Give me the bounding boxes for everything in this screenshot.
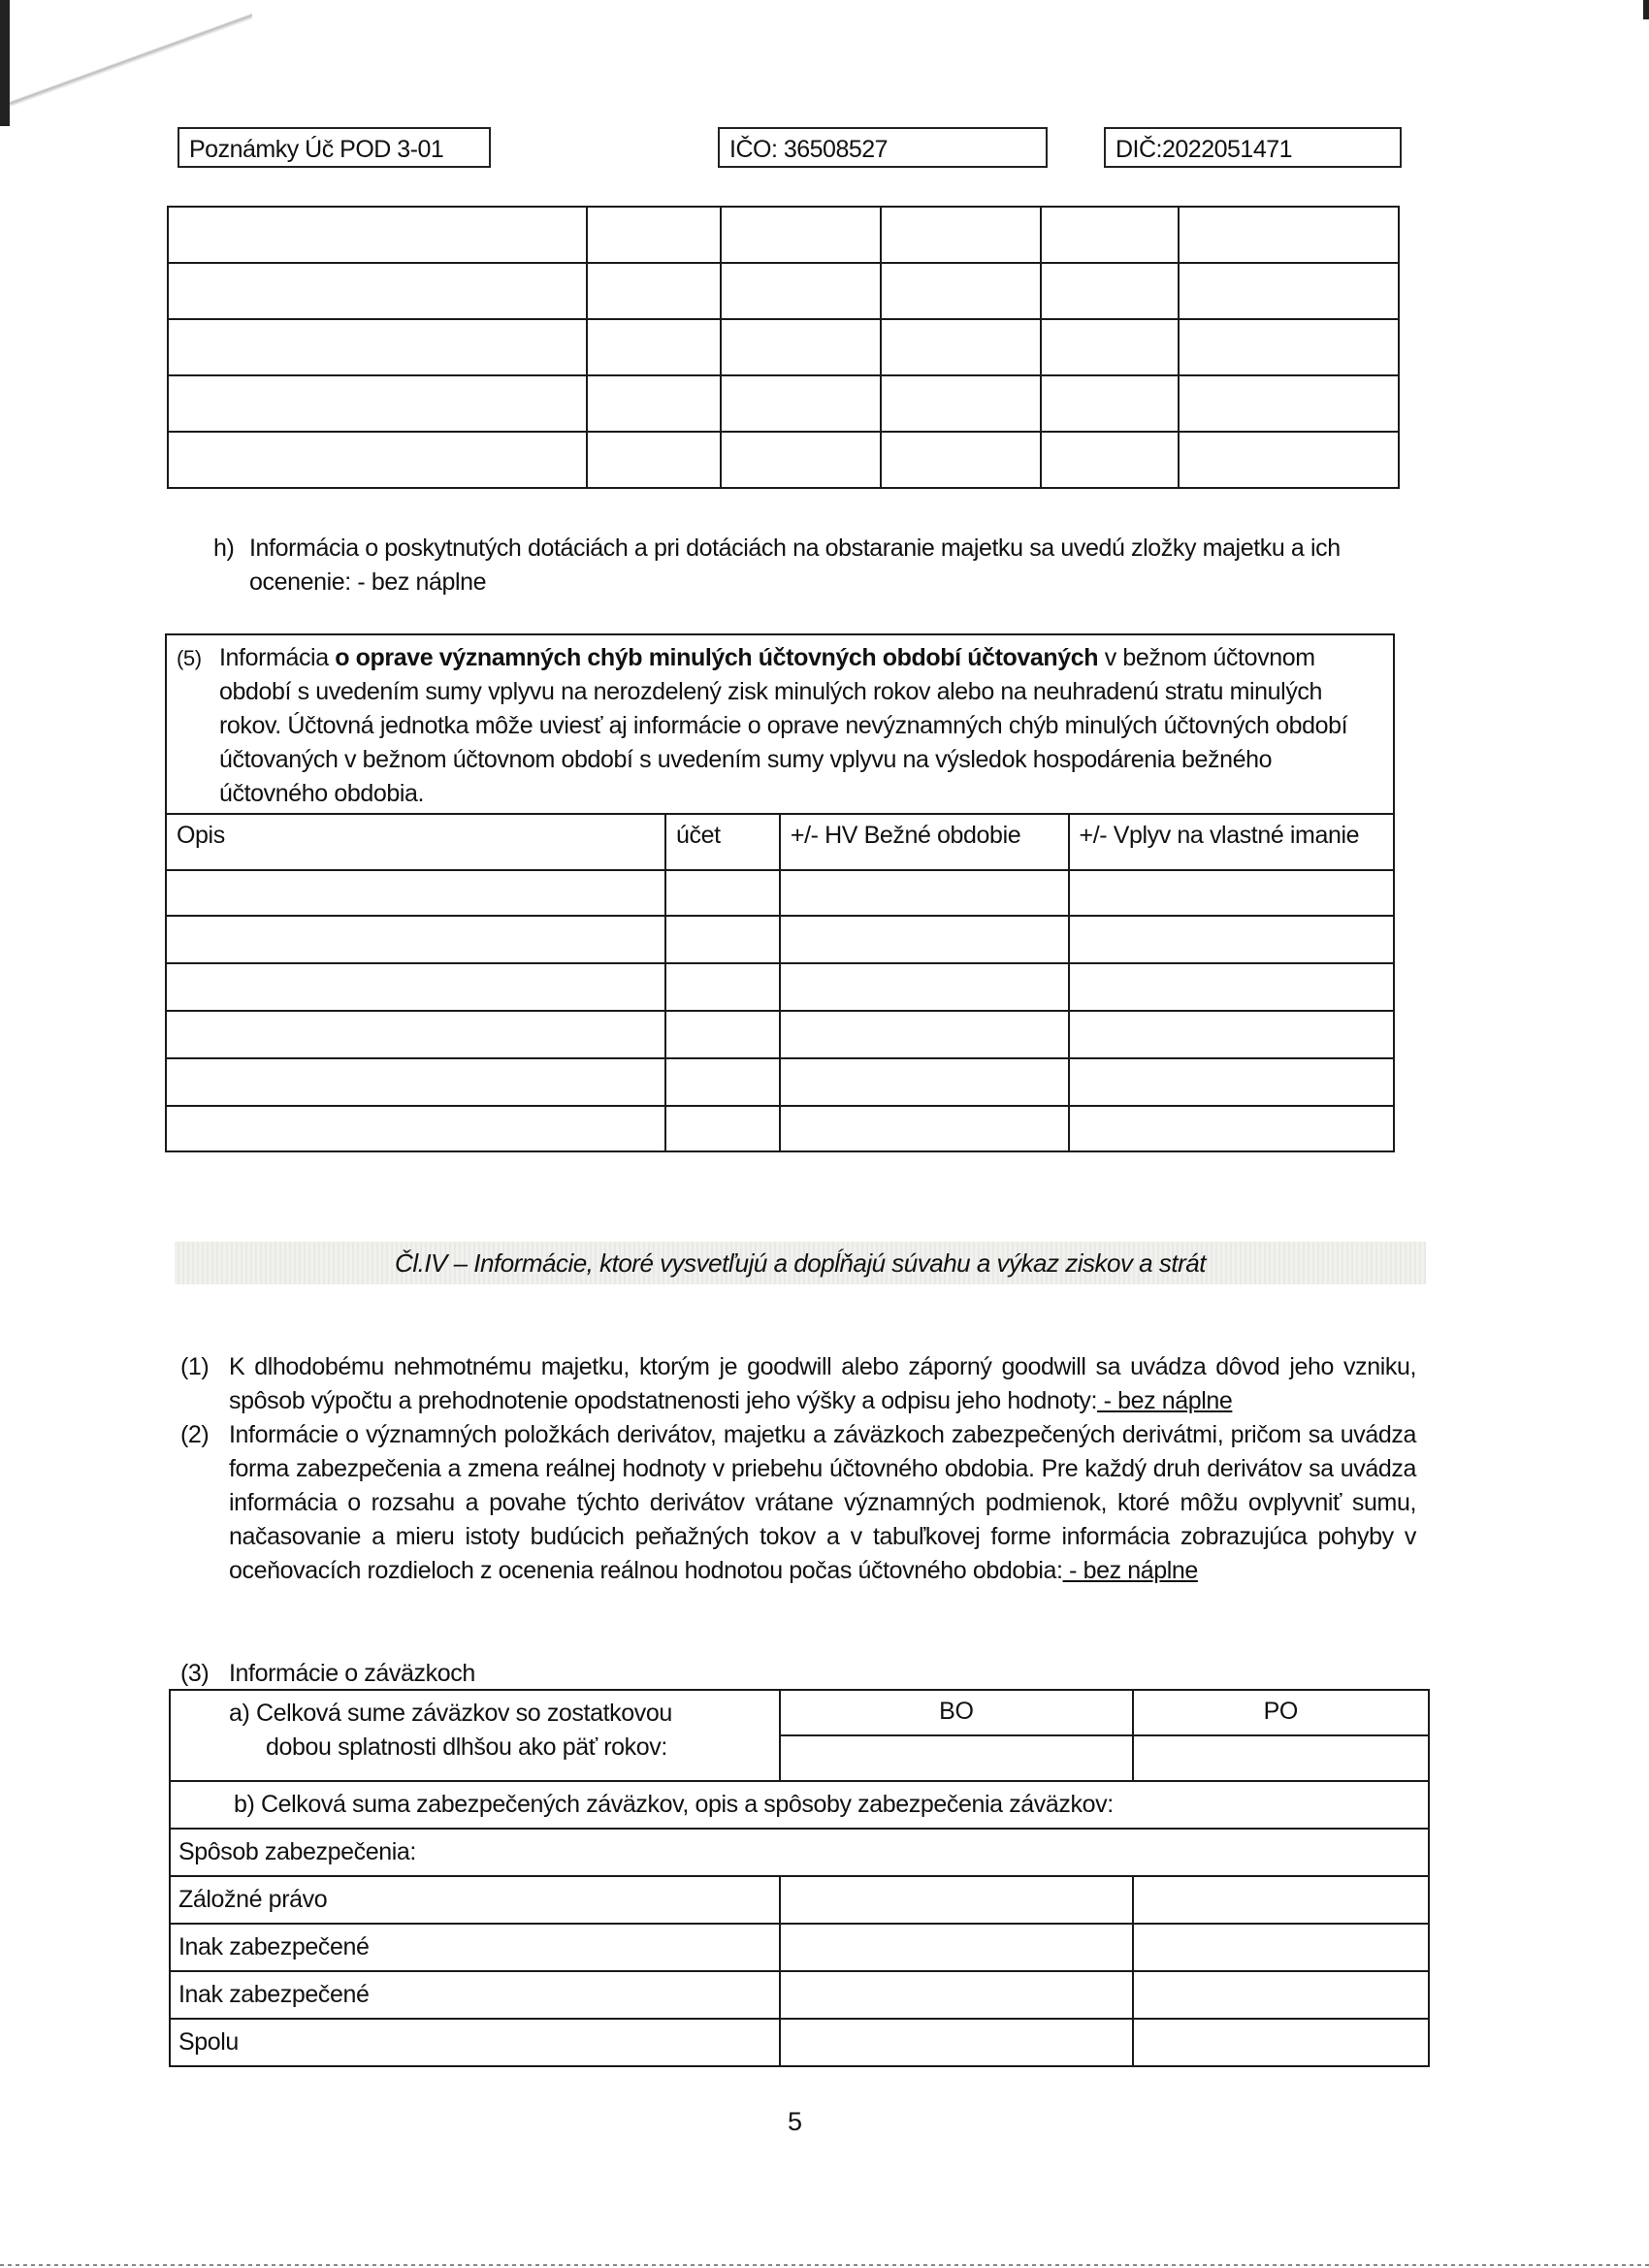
table-cell[interactable] — [166, 870, 665, 916]
value-cell-bo[interactable] — [780, 1735, 1132, 1781]
row-label: Záložné právo — [170, 1876, 780, 1924]
document-label-box — [178, 127, 491, 168]
item-marker: (1) — [180, 1353, 210, 1380]
item-suffix: - bez náplne — [1062, 1557, 1198, 1584]
liabilities-a-label — [170, 1690, 780, 1781]
table-cell[interactable] — [1069, 870, 1395, 916]
table-cell[interactable] — [166, 916, 665, 963]
value-cell-po[interactable] — [1133, 1735, 1429, 1781]
table-cell[interactable] — [1069, 1011, 1395, 1058]
table-cell[interactable] — [168, 263, 587, 319]
item-text: Informácia o poskytnutých dotáciách a pri dotáciách na obstaranie majetku sa uvedú zložky majetku a ich ocenenie: - bez náplne — [249, 535, 1341, 596]
table-row — [166, 916, 1394, 963]
table-cell[interactable] — [1041, 432, 1180, 488]
table-cell[interactable] — [1179, 375, 1399, 432]
value-cell-bo[interactable] — [780, 1924, 1132, 1971]
item-marker: (2) — [180, 1421, 210, 1448]
item-marker: h) — [213, 535, 235, 562]
section5-intro-post: v bežnom účtovnom období s uvedením sumy vplyvu na nerozdelený zisk minulých rokov alebo na neuhradenú stratu minulých rokov. Účtovná jednotka môže uviesť aj informácie o oprave nevýznamných chýb minulých účtovných období účtovaných v bežnom účtovnom období s uvedením sumy vplyvu na výsledok hospodárenia bežného účtovného obdobia. — [219, 644, 1348, 807]
column-header-bo: BO — [780, 1690, 1132, 1735]
section5-intro-bold: o oprave významných chýb minulých účtovných období účtovaných — [335, 644, 1099, 671]
section5-description-row — [166, 634, 1394, 814]
table-row — [168, 375, 1399, 432]
section5-description — [166, 634, 1394, 814]
table-cell[interactable] — [168, 207, 587, 263]
table-cell[interactable] — [665, 963, 780, 1011]
scan-edge — [0, 0, 10, 126]
ico-value: IČO: 36508527 — [729, 136, 889, 163]
table-cell[interactable] — [587, 319, 721, 375]
item-text — [229, 1418, 1416, 1588]
column-header-po: PO — [1133, 1690, 1429, 1735]
table-cell[interactable] — [168, 375, 587, 432]
table-cell[interactable] — [1179, 319, 1399, 375]
table-cell[interactable] — [587, 207, 721, 263]
item-text: Informácie o záväzkoch — [229, 1660, 475, 1687]
table-cell[interactable] — [881, 263, 1041, 319]
table-row — [168, 207, 1399, 263]
table-cell[interactable] — [881, 432, 1041, 488]
table-row — [166, 1106, 1394, 1151]
method-header: Spôsob zabezpečenia: — [170, 1829, 1429, 1876]
value-cell-po[interactable] — [1133, 2019, 1429, 2066]
dic-value: DIČ:2022051471 — [1116, 136, 1293, 163]
liabilities-b-row — [170, 1781, 1429, 1829]
table-cell[interactable] — [166, 1058, 665, 1106]
liabilities-a-row — [170, 1690, 1429, 1735]
liabilities-a-label-line2: dobou splatnosti dlhšou ako päť rokov: — [266, 1733, 667, 1761]
table-cell[interactable] — [168, 432, 587, 488]
table-row — [168, 319, 1399, 375]
value-cell-bo[interactable] — [780, 1876, 1132, 1924]
section5-header-row — [166, 814, 1394, 870]
table-cell[interactable] — [1179, 207, 1399, 263]
table-cell[interactable] — [721, 432, 881, 488]
item-3 — [180, 1657, 1416, 1691]
value-cell-po[interactable] — [1133, 1876, 1429, 1924]
chapter-title: Čl.IV – Informácie, ktoré vysvetľujú a dopĺňajú súvahu a výkaz ziskov a strát — [395, 1248, 1206, 1278]
table-cell[interactable] — [780, 1106, 1069, 1151]
table-cell[interactable] — [1041, 207, 1180, 263]
table-cell[interactable] — [1041, 263, 1180, 319]
table-cell[interactable] — [166, 1011, 665, 1058]
table-cell[interactable] — [1041, 375, 1180, 432]
table-cell[interactable] — [587, 263, 721, 319]
ico-box — [718, 127, 1048, 168]
value-cell-po[interactable] — [1133, 1971, 1429, 2019]
table-cell[interactable] — [1179, 263, 1399, 319]
item-h — [213, 532, 1426, 599]
method-header-row — [170, 1829, 1429, 1876]
document-label: Poznámky Úč POD 3-01 — [189, 136, 444, 163]
chapter-heading-band — [175, 1242, 1426, 1284]
item-text — [229, 1350, 1416, 1418]
table-cell[interactable] — [168, 319, 587, 375]
table-row — [170, 1924, 1429, 1971]
section5-marker: (5) — [177, 646, 202, 670]
table-cell[interactable] — [665, 870, 780, 916]
liabilities-b-label: b) Celková suma zabezpečených záväzkov, opis a spôsoby zabezpečenia záväzkov: — [170, 1781, 1429, 1829]
table-cell[interactable] — [166, 1106, 665, 1151]
table-cell[interactable] — [721, 375, 881, 432]
item-body: K dlhodobému nehmotnému majetku, ktorým je goodwill alebo záporný goodwill sa uvádza dôvod jeho vzniku, spôsob výpočtu a prehodnotenie opodstatnenosti jeho výšky a odpisu jeho hodnoty: — [229, 1353, 1416, 1414]
item-body: Informácie o významných položkách derivátov, majetku a záväzkoch zabezpečených derivátmi, pričom sa uvádza forma zabezpečenia a zmena reálnej hodnoty v priebehu účtovného obdobia. Pre každý druh derivátov sa uvádza informácia o rozsahu a povahe týchto derivátov vrátane významných podmienok, ktoré môžu ovplyvniť sumu, načasovanie a mieru istoty budúcich peňažných tokov a v tabuľkovej forme informácia zobrazujúca pohyby v oceňovacích rozdieloch z ocenenia reálnou hodnotou počas účtovného obdobia: — [229, 1421, 1416, 1584]
column-header-ucet: účet — [665, 814, 780, 870]
table-row — [168, 432, 1399, 488]
scan-artifact — [0, 0, 252, 126]
table-cell[interactable] — [780, 870, 1069, 916]
table-cell[interactable] — [665, 1011, 780, 1058]
table-cell[interactable] — [1069, 963, 1395, 1011]
column-header-hv: +/- HV Bežné obdobie — [780, 814, 1069, 870]
table-cell[interactable] — [587, 375, 721, 432]
section5-intro-pre: Informácia — [219, 644, 336, 671]
table-cell[interactable] — [1041, 319, 1180, 375]
table-row — [166, 1058, 1394, 1106]
table-cell[interactable] — [721, 207, 881, 263]
table-cell[interactable] — [1069, 916, 1395, 963]
row-label: Inak zabezpečené — [170, 1971, 780, 2019]
value-cell-bo[interactable] — [780, 2019, 1132, 2066]
table-row — [166, 963, 1394, 1011]
scan-edge-right — [1643, 0, 1649, 19]
table-cell[interactable] — [721, 263, 881, 319]
table-cell[interactable] — [721, 319, 881, 375]
table-cell[interactable] — [665, 1106, 780, 1151]
table-cell[interactable] — [665, 916, 780, 963]
table-cell[interactable] — [1069, 1058, 1395, 1106]
item-marker: (3) — [180, 1660, 210, 1687]
liabilities-a-label-line1: a) Celková sume záväzkov so zostatkovou — [229, 1700, 672, 1727]
value-cell-po[interactable] — [1133, 1924, 1429, 1971]
table-row — [170, 1971, 1429, 2019]
column-header-equity: +/- Vplyv na vlastné imanie — [1069, 814, 1395, 870]
table-cell[interactable] — [665, 1058, 780, 1106]
dic-box — [1104, 127, 1402, 168]
table-cell[interactable] — [881, 375, 1041, 432]
table-cell[interactable] — [780, 1011, 1069, 1058]
table-row — [170, 1876, 1429, 1924]
liabilities-table — [169, 1689, 1430, 2067]
table-row — [166, 1011, 1394, 1058]
table-cell[interactable] — [166, 963, 665, 1011]
item-2 — [180, 1418, 1416, 1588]
table-cell[interactable] — [1069, 1106, 1395, 1151]
item-1 — [180, 1350, 1416, 1418]
value-cell-bo[interactable] — [780, 1971, 1132, 2019]
top-table — [167, 206, 1400, 489]
table-cell[interactable] — [1179, 432, 1399, 488]
row-label: Spolu — [170, 2019, 780, 2066]
scan-bottom-edge — [0, 2264, 1649, 2266]
column-header-opis: Opis — [166, 814, 665, 870]
item-suffix: - bez náplne — [1097, 1387, 1233, 1414]
table-row — [168, 263, 1399, 319]
table-cell[interactable] — [881, 207, 1041, 263]
table-row — [166, 870, 1394, 916]
section5-table — [165, 633, 1395, 1152]
table-cell[interactable] — [780, 916, 1069, 963]
row-label: Inak zabezpečené — [170, 1924, 780, 1971]
table-cell[interactable] — [881, 319, 1041, 375]
table-cell[interactable] — [780, 963, 1069, 1011]
table-cell[interactable] — [587, 432, 721, 488]
page-number: 5 — [788, 2107, 803, 2136]
table-cell[interactable] — [780, 1058, 1069, 1106]
table-row — [170, 2019, 1429, 2066]
